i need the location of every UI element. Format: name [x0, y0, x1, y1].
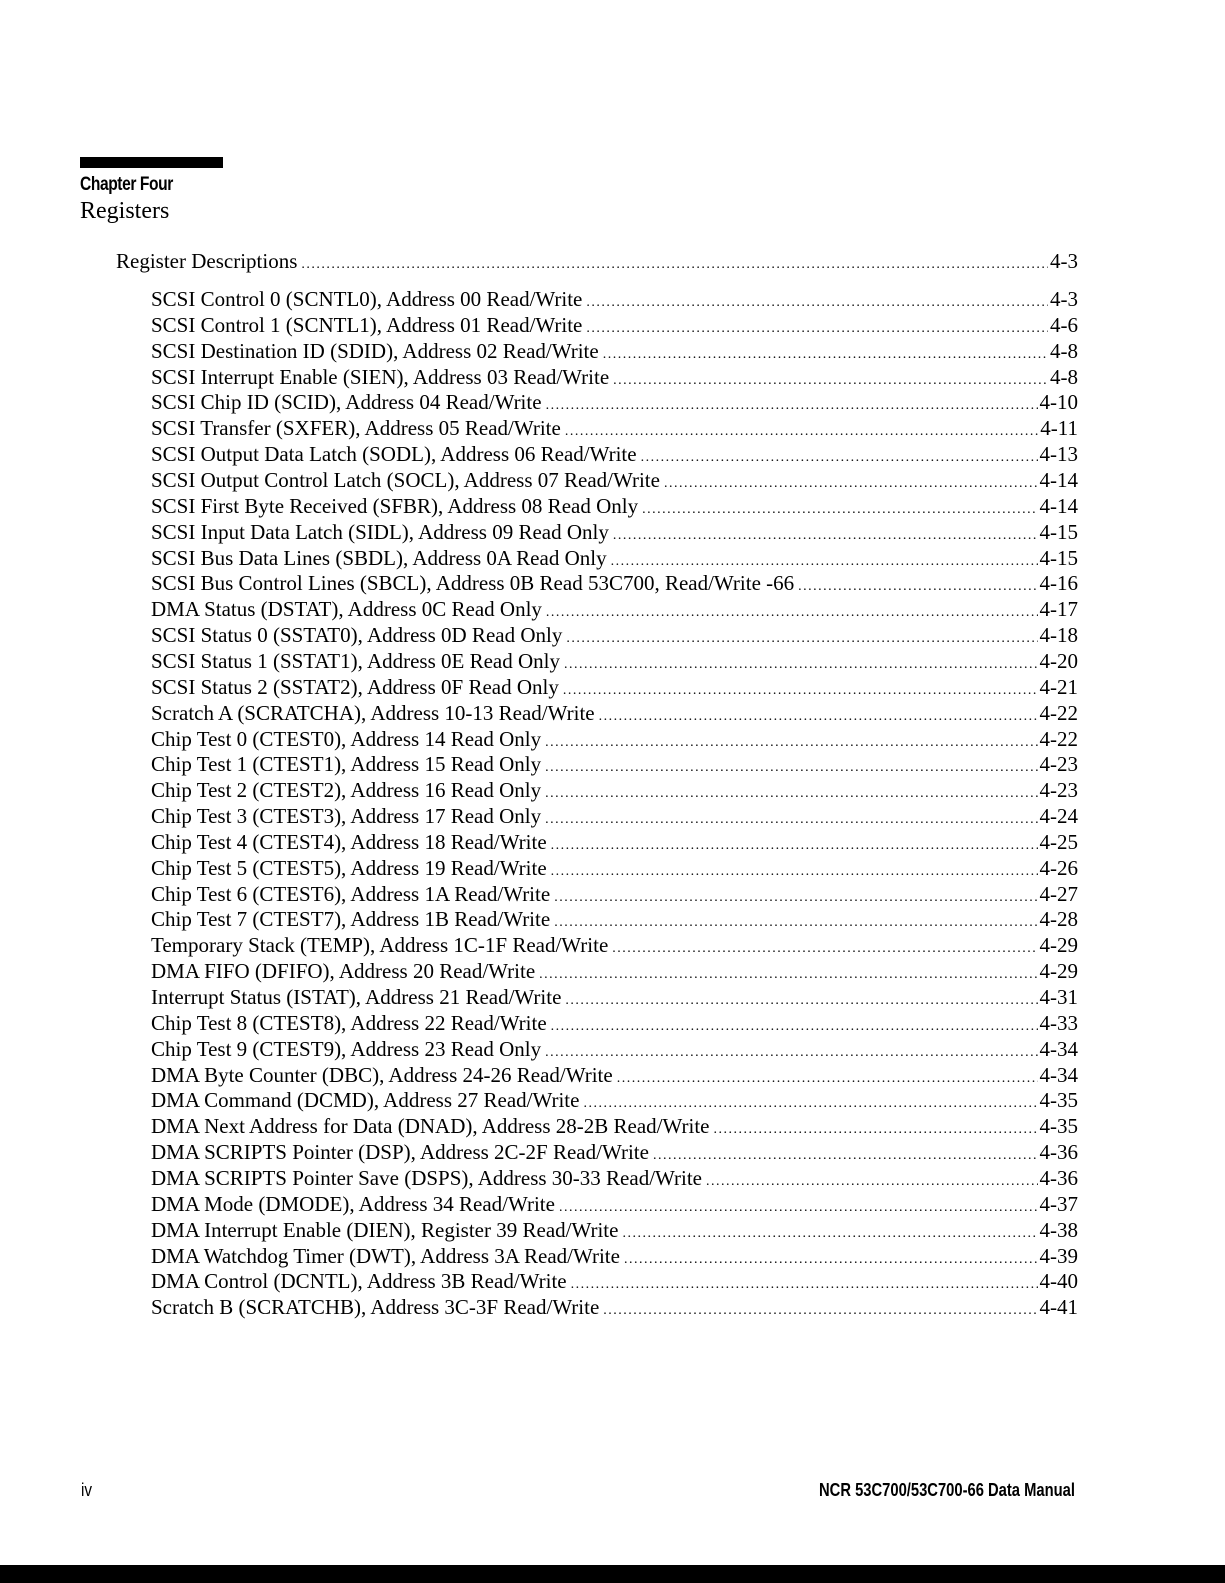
toc-entry-label: SCSI Status 2 (SSTAT2), Address 0F Read Only — [151, 674, 559, 699]
toc-entry[interactable] — [151, 829, 1078, 855]
toc-entry[interactable] — [151, 1243, 1078, 1269]
toc-entry-page: 4-20 — [1039, 648, 1078, 673]
toc-entry-page: 4-35 — [1039, 1088, 1078, 1113]
toc-entry-page: 4-29 — [1039, 959, 1078, 984]
toc-entry-page: 4-14 — [1039, 493, 1078, 518]
toc-entry-page: 4-26 — [1039, 855, 1078, 880]
toc-entry[interactable] — [151, 570, 1078, 596]
toc-entry-page: 4-15 — [1039, 545, 1078, 570]
toc-entry[interactable] — [151, 1062, 1078, 1088]
toc-entry-page: 4-31 — [1039, 985, 1078, 1009]
toc-entry-label: SCSI Control 1 (SCNTL1), Address 01 Read/Write — [151, 312, 583, 337]
toc-entry-page: 4-25 — [1039, 829, 1078, 854]
toc-entry[interactable] — [151, 1191, 1078, 1217]
toc-entry-page: 4-6 — [1050, 312, 1078, 337]
toc-entry-page: 4-24 — [1039, 804, 1078, 828]
toc-entry-page: 4-3 — [1050, 287, 1078, 311]
toc-entry-label: DMA FIFO (DFIFO), Address 20 Read/Write — [151, 959, 536, 984]
toc-entry[interactable] — [151, 881, 1078, 907]
toc-entry[interactable] — [151, 1165, 1078, 1191]
toc-entry[interactable] — [151, 364, 1078, 390]
toc-entry-label: Chip Test 9 (CTEST9), Address 23 Read Only — [151, 1036, 542, 1061]
toc-entry-label: Scratch B (SCRATCHB), Address 3C-3F Read/Write — [151, 1295, 600, 1320]
toc-entry[interactable] — [151, 622, 1078, 648]
toc-entry-page: 4-36 — [1039, 1140, 1078, 1165]
toc-entry[interactable] — [151, 467, 1078, 493]
toc-entry-page: 4-14 — [1039, 468, 1078, 492]
toc-entry-label: SCSI Status 1 (SSTAT1), Address 0E Read Only — [151, 648, 560, 673]
toc-entry[interactable] — [151, 1036, 1078, 1062]
toc-entry[interactable] — [151, 803, 1078, 829]
toc-entry-label: Chip Test 0 (CTEST0), Address 14 Read Only — [151, 726, 542, 751]
toc-entry-label: DMA Watchdog Timer (DWT), Address 3A Read/Write — [151, 1243, 620, 1268]
toc-leader-dots — [301, 252, 1048, 278]
toc-entry[interactable] — [151, 519, 1078, 545]
toc-entry-page: 4-28 — [1039, 907, 1078, 932]
toc-entry-page: 4-35 — [1039, 1114, 1078, 1139]
toc-entry-page: 4-21 — [1039, 674, 1078, 699]
toc-entry-label: Chip Test 8 (CTEST8), Address 22 Read/Write — [151, 1010, 547, 1035]
toc-entry-page: 4-27 — [1039, 881, 1078, 906]
footer-manual-title: NCR 53C700/53C700-66 Data Manual — [819, 1480, 1075, 1500]
toc-entry-label: Interrupt Status (ISTAT), Address 21 Read/Write — [151, 985, 562, 1009]
toc-entry-page: 4-38 — [1039, 1217, 1078, 1242]
toc-entry[interactable] — [151, 596, 1078, 622]
toc-entry[interactable] — [151, 1087, 1078, 1113]
toc-entry-label: Chip Test 5 (CTEST5), Address 19 Read/Write — [151, 855, 547, 880]
toc-entry-label: Temporary Stack (TEMP), Address 1C-1F Read/Write — [151, 933, 609, 958]
toc-entry[interactable] — [151, 1113, 1078, 1139]
toc-entry-page: 4-34 — [1039, 1062, 1078, 1087]
toc-entry-label: DMA Control (DCNTL), Address 3B Read/Write — [151, 1269, 567, 1294]
toc-entry-label: DMA Mode (DMODE), Address 34 Read/Write — [151, 1191, 555, 1216]
toc-entry-page: 4-34 — [1039, 1036, 1078, 1061]
toc-entry-page: 4-13 — [1039, 442, 1078, 467]
toc-entry[interactable] — [151, 700, 1078, 726]
toc-entry-label: DMA Command (DCMD), Address 27 Read/Write — [151, 1088, 580, 1113]
toc-entry[interactable] — [151, 906, 1078, 932]
toc-entry[interactable] — [151, 415, 1078, 441]
toc-entry-page: 4-8 — [1050, 364, 1078, 389]
toc-entry-page: 4-29 — [1039, 933, 1078, 958]
toc-section-page: 4-3 — [1050, 249, 1078, 273]
toc-entry-label: Chip Test 1 (CTEST1), Address 15 Read Only — [151, 752, 542, 777]
toc-entry-label: SCSI Chip ID (SCID), Address 04 Read/Write — [151, 390, 542, 415]
toc-entry[interactable] — [151, 312, 1078, 338]
footer-page-number: iv — [81, 1480, 93, 1500]
toc-entry-page: 4-39 — [1039, 1243, 1078, 1268]
toc-entry-label: Chip Test 7 (CTEST7), Address 1B Read/Write — [151, 907, 551, 932]
toc-entry[interactable] — [151, 1139, 1078, 1165]
toc-entry-page: 4-36 — [1039, 1165, 1078, 1190]
chapter-rule — [80, 157, 223, 168]
toc-entry[interactable] — [151, 984, 1078, 1010]
toc-entry[interactable] — [151, 726, 1078, 752]
toc-entry[interactable] — [151, 958, 1078, 984]
toc-entry-label: SCSI Bus Data Lines (SBDL), Address 0A Read Only — [151, 545, 607, 570]
toc-entry-label: SCSI Status 0 (SSTAT0), Address 0D Read Only — [151, 623, 563, 648]
toc-entry-page: 4-16 — [1039, 571, 1078, 596]
toc-entry-label: DMA Byte Counter (DBC), Address 24-26 Read/Write — [151, 1062, 613, 1087]
toc-entry-page: 4-11 — [1040, 416, 1078, 441]
toc-entry-label: SCSI Output Control Latch (SOCL), Address 07 Read/Write — [151, 468, 660, 492]
toc-entry-label: SCSI Control 0 (SCNTL0), Address 00 Read/Write — [151, 287, 583, 311]
toc-entry-label: DMA Next Address for Data (DNAD), Address 28-2B Read/Write — [151, 1114, 710, 1139]
toc-entry-label: Scratch A (SCRATCHA), Address 10-13 Read/Write — [151, 700, 595, 725]
toc-section-row[interactable] — [116, 248, 1078, 274]
toc-entry-label: Chip Test 4 (CTEST4), Address 18 Read/Write — [151, 829, 547, 854]
toc-entry-page: 4-37 — [1039, 1191, 1078, 1216]
toc-entry-label: DMA SCRIPTS Pointer Save (DSPS), Address 30-33 Read/Write — [151, 1165, 702, 1190]
toc-entry-page: 4-10 — [1039, 390, 1078, 415]
toc-entry-label: SCSI First Byte Received (SFBR), Address 08 Read Only — [151, 493, 639, 518]
toc-entry-label: SCSI Output Data Latch (SODL), Address 06 Read/Write — [151, 442, 637, 467]
toc-entry[interactable] — [151, 674, 1078, 700]
toc-entry[interactable] — [151, 286, 1078, 312]
toc-entry-page: 4-23 — [1039, 752, 1078, 777]
toc-entry-page: 4-15 — [1039, 519, 1078, 544]
toc-entry[interactable] — [151, 493, 1078, 519]
toc-entry-page: 4-33 — [1039, 1010, 1078, 1035]
toc-entry-label: DMA Status (DSTAT), Address 0C Read Only — [151, 597, 542, 622]
toc-entry-page: 4-22 — [1039, 726, 1078, 751]
chapter-title: Registers — [80, 198, 170, 224]
toc-entry-label: Chip Test 6 (CTEST6), Address 1A Read/Write — [151, 881, 551, 906]
toc-entry-page: 4-40 — [1039, 1269, 1078, 1294]
toc-entry[interactable] — [151, 751, 1078, 777]
toc-leader-dots — [603, 1298, 1037, 1324]
toc-entry-label: SCSI Transfer (SXFER), Address 05 Read/Write — [151, 416, 561, 441]
toc-section-label: Register Descriptions — [116, 249, 298, 273]
toc-entry-page: 4-22 — [1039, 700, 1078, 725]
toc-entry[interactable] — [151, 441, 1078, 467]
toc-entry-label: SCSI Destination ID (SDID), Address 02 Read/Write — [151, 338, 599, 363]
toc-entry-label: SCSI Input Data Latch (SIDL), Address 09 Read Only — [151, 519, 609, 544]
toc-entry-label: Chip Test 3 (CTEST3), Address 17 Read Only — [151, 804, 542, 828]
toc-entry[interactable] — [151, 777, 1078, 803]
toc-entry[interactable] — [151, 545, 1078, 571]
toc-entry-page: 4-41 — [1039, 1295, 1078, 1320]
toc-entry[interactable] — [151, 1010, 1078, 1036]
toc-entry-label: DMA Interrupt Enable (DIEN), Register 39 Read/Write — [151, 1217, 619, 1242]
toc-entry[interactable] — [151, 338, 1078, 364]
toc-entry[interactable] — [151, 389, 1078, 415]
toc-entry-label: Chip Test 2 (CTEST2), Address 16 Read Only — [151, 778, 542, 803]
bottom-edge-bar — [0, 1565, 1225, 1583]
toc-entry[interactable] — [151, 1294, 1078, 1320]
toc-entry-page: 4-17 — [1039, 597, 1078, 622]
toc-entry[interactable] — [151, 1217, 1078, 1243]
toc-entry-page: 4-8 — [1050, 338, 1078, 363]
toc-entry-page: 4-18 — [1039, 623, 1078, 648]
toc-entry-label: SCSI Bus Control Lines (SBCL), Address 0B Read 53C700, Read/Write -66 — [151, 571, 795, 596]
toc-entry-label: DMA SCRIPTS Pointer (DSP), Address 2C-2F Read/Write — [151, 1140, 649, 1165]
chapter-label: Chapter Four — [80, 174, 173, 195]
toc-entry[interactable] — [151, 855, 1078, 881]
toc-entry[interactable] — [151, 648, 1078, 674]
toc-entry[interactable] — [151, 932, 1078, 958]
toc-entry[interactable] — [151, 1268, 1078, 1294]
toc-entry-label: SCSI Interrupt Enable (SIEN), Address 03 Read/Write — [151, 364, 610, 389]
toc-entry-page: 4-23 — [1039, 778, 1078, 803]
